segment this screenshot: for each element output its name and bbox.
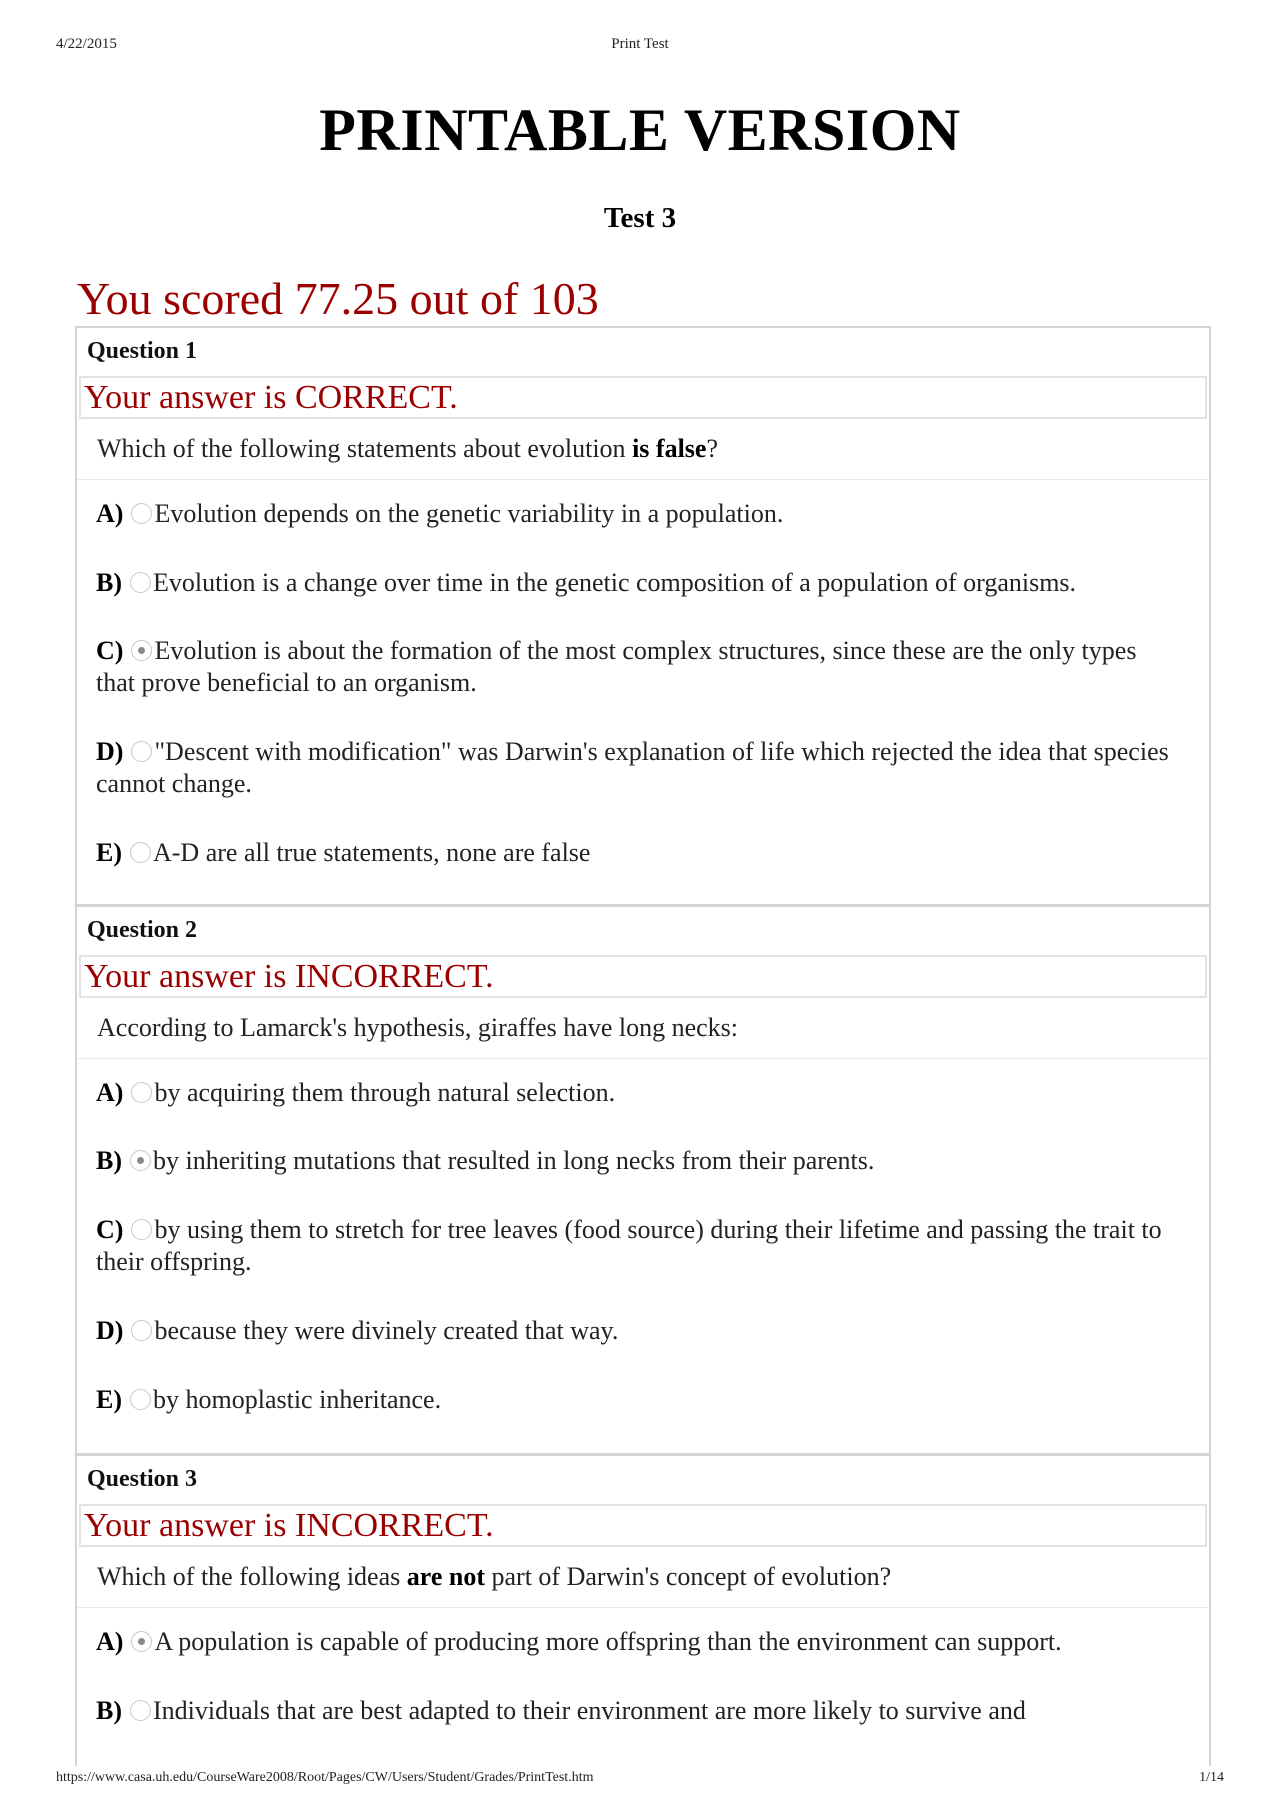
- answer-option: [77, 1315, 1209, 1347]
- question-label: Question 3: [87, 1466, 198, 1492]
- option-letter: E): [96, 838, 122, 867]
- test-name: Test 3: [603, 202, 677, 234]
- radio-button[interactable]: [131, 503, 152, 524]
- answer-option: [77, 567, 1209, 599]
- answer-option: [77, 635, 1209, 699]
- question-text-part: According to Lamarck's hypothesis, giraffes have long necks:: [97, 1013, 739, 1042]
- option-text: "Descent with modification" was Darwin's explanation of life which rejected the idea that species cannot change.: [96, 737, 1169, 798]
- radio-button[interactable]: [131, 741, 152, 762]
- answer-option: [77, 1077, 1209, 1109]
- option-letter: D): [96, 1316, 124, 1345]
- answer-option: [77, 1384, 1209, 1416]
- radio-button[interactable]: [130, 1389, 151, 1410]
- option-text: by homoplastic inheritance.: [153, 1385, 442, 1414]
- answer-option: [77, 1145, 1209, 1177]
- option-text: Individuals that are best adapted to their environment are more likely to survive and: [153, 1696, 1026, 1725]
- question-block: [77, 328, 1209, 907]
- option-letter: C): [96, 1215, 124, 1244]
- print-footer: [0, 1770, 1280, 1790]
- print-url: https://www.casa.uh.edu/CourseWare2008/Root/Pages/CW/Users/Student/Grades/PrintTest.htm: [56, 1770, 594, 1785]
- option-text: Evolution is a change over time in the genetic composition of a population of organisms.: [153, 568, 1077, 597]
- option-letter: A): [96, 499, 124, 528]
- question-text-emphasis: is false: [632, 434, 707, 463]
- question-block: [77, 907, 1209, 1456]
- option-text: by acquiring them through natural selection.: [154, 1078, 616, 1107]
- page-title: PRINTABLE VERSION: [319, 97, 961, 163]
- radio-button[interactable]: [130, 842, 151, 863]
- page-number: 1/14: [1199, 1770, 1224, 1785]
- radio-button-selected[interactable]: [131, 1631, 152, 1652]
- answer-option: [77, 1695, 1209, 1727]
- question-block: [77, 1456, 1209, 1727]
- option-text: by using them to stretch for tree leaves (food source) during their lifetime and passing the trait to their offspring.: [96, 1215, 1162, 1276]
- radio-button[interactable]: [130, 572, 151, 593]
- option-letter: D): [96, 737, 124, 766]
- radio-button[interactable]: [131, 1219, 152, 1240]
- radio-button-selected[interactable]: [131, 640, 152, 661]
- radio-button[interactable]: [130, 1700, 151, 1721]
- question-text: [77, 1001, 1209, 1059]
- answer-option: [77, 1214, 1209, 1278]
- questions-container: [75, 326, 1211, 1766]
- option-letter: B): [96, 1696, 122, 1725]
- question-text-part: Which of the following ideas: [97, 1562, 407, 1591]
- answer-option: [77, 736, 1209, 800]
- option-letter: A): [96, 1627, 124, 1656]
- question-text-part: part of Darwin's concept of evolution?: [485, 1562, 892, 1591]
- question-text-emphasis: are not: [406, 1562, 485, 1591]
- radio-button-selected[interactable]: [130, 1150, 151, 1171]
- answer-result: Your answer is INCORRECT.: [79, 955, 1207, 998]
- option-text: Evolution depends on the genetic variability in a population.: [154, 499, 784, 528]
- print-date: 4/22/2015: [56, 36, 117, 52]
- answer-result: Your answer is CORRECT.: [79, 376, 1207, 419]
- answer-option: [77, 837, 1209, 869]
- option-text: Evolution is about the formation of the most complex structures, since these are the only types that prove beneficial to an organism.: [96, 636, 1137, 697]
- radio-button[interactable]: [131, 1082, 152, 1103]
- option-letter: B): [96, 568, 122, 597]
- question-label: Question 2: [87, 917, 198, 943]
- option-text: A population is capable of producing more offspring than the environment can support.: [154, 1627, 1062, 1656]
- question-text: [77, 1550, 1209, 1608]
- option-letter: A): [96, 1078, 124, 1107]
- answer-option: [77, 498, 1209, 530]
- option-text: by inheriting mutations that resulted in long necks from their parents.: [153, 1146, 875, 1175]
- option-text: A-D are all true statements, none are false: [153, 838, 591, 867]
- question-text: [77, 422, 1209, 480]
- question-text-part: Which of the following statements about evolution: [97, 434, 633, 463]
- option-text: because they were divinely created that way.: [154, 1316, 619, 1345]
- question-label: Question 1: [87, 338, 198, 364]
- answer-option: [77, 1626, 1209, 1658]
- radio-button[interactable]: [131, 1320, 152, 1341]
- score-text: You scored 77.25 out of 103: [77, 273, 599, 324]
- option-letter: E): [96, 1385, 122, 1414]
- question-text-part: ?: [706, 434, 718, 463]
- print-page-title: Print Test: [611, 36, 669, 52]
- option-letter: C): [96, 636, 124, 665]
- option-letter: B): [96, 1146, 122, 1175]
- answer-result: Your answer is INCORRECT.: [79, 1504, 1207, 1547]
- print-header: [0, 36, 1280, 56]
